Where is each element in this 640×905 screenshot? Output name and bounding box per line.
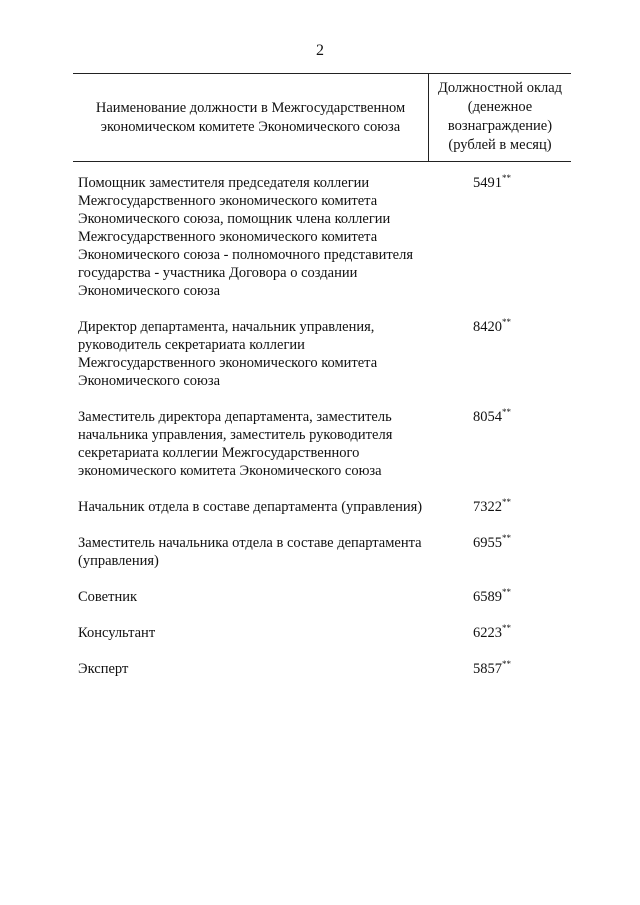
header-position-name: Наименование должности в Межгосударственном экономическом комитете Экономического союза [73, 74, 429, 161]
salary-value [429, 318, 571, 390]
table-row [73, 318, 571, 390]
salary-value [429, 534, 571, 570]
footnote-mark: ** [502, 173, 511, 183]
salary-value [429, 660, 571, 678]
table-body [73, 162, 571, 678]
footnote-mark: ** [502, 623, 511, 633]
salary-amount: 6955 [473, 535, 502, 551]
footnote-mark: ** [502, 659, 511, 669]
table-row [73, 534, 571, 570]
salary-amount: 5857 [473, 661, 502, 677]
position-name: Начальник отдела в составе департамента (управления) [78, 499, 423, 515]
table-row [73, 624, 571, 642]
table-header [73, 73, 571, 162]
salary-table [73, 73, 571, 696]
salary-value [429, 174, 571, 300]
salary-amount: 5491 [473, 175, 502, 191]
footnote-mark: ** [502, 407, 511, 417]
footnote-mark: ** [502, 497, 511, 507]
footnote-mark: ** [502, 587, 511, 597]
salary-value [429, 624, 571, 642]
salary-amount: 6223 [473, 625, 502, 641]
position-name: Директор департамента, начальник управления, руководитель секретариата коллегии Межгосударственного экономического комитета Экономического союза [78, 319, 378, 389]
header-salary: Должностной оклад (денежное вознаграждение) (рублей в месяц) [437, 80, 563, 153]
salary-amount: 8420 [473, 319, 502, 335]
position-name: Заместитель начальника отдела в составе департамента (управления) [78, 535, 422, 569]
salary-value [429, 588, 571, 606]
table-row [73, 498, 571, 516]
table-row [73, 174, 571, 300]
position-name: Консультант [78, 625, 156, 641]
footnote-mark: ** [502, 317, 511, 327]
salary-amount: 8054 [473, 409, 502, 425]
table-row [73, 408, 571, 480]
salary-value [429, 498, 571, 516]
position-name: Заместитель директора департамента, заместитель начальника управления, заместитель руководителя секретариата коллегии Межгосударственного экономического комитета Экономического союза [78, 409, 393, 479]
salary-amount: 6589 [473, 589, 502, 605]
table-row [73, 660, 571, 678]
position-name: Эксперт [78, 661, 129, 677]
position-name: Помощник заместителя председателя коллегии Межгосударственного экономического комитета Экономического союза, помощник члена коллегии Межгосударственного экономического комитета Экономического союза - полномочного представителя государства - участника Договора о создании Экономического союза [78, 175, 414, 299]
page-number: 2 [316, 42, 324, 59]
position-name: Советник [78, 589, 138, 605]
salary-amount: 7322 [473, 499, 502, 515]
salary-value [429, 408, 571, 480]
footnote-mark: ** [502, 533, 511, 543]
table-row [73, 588, 571, 606]
